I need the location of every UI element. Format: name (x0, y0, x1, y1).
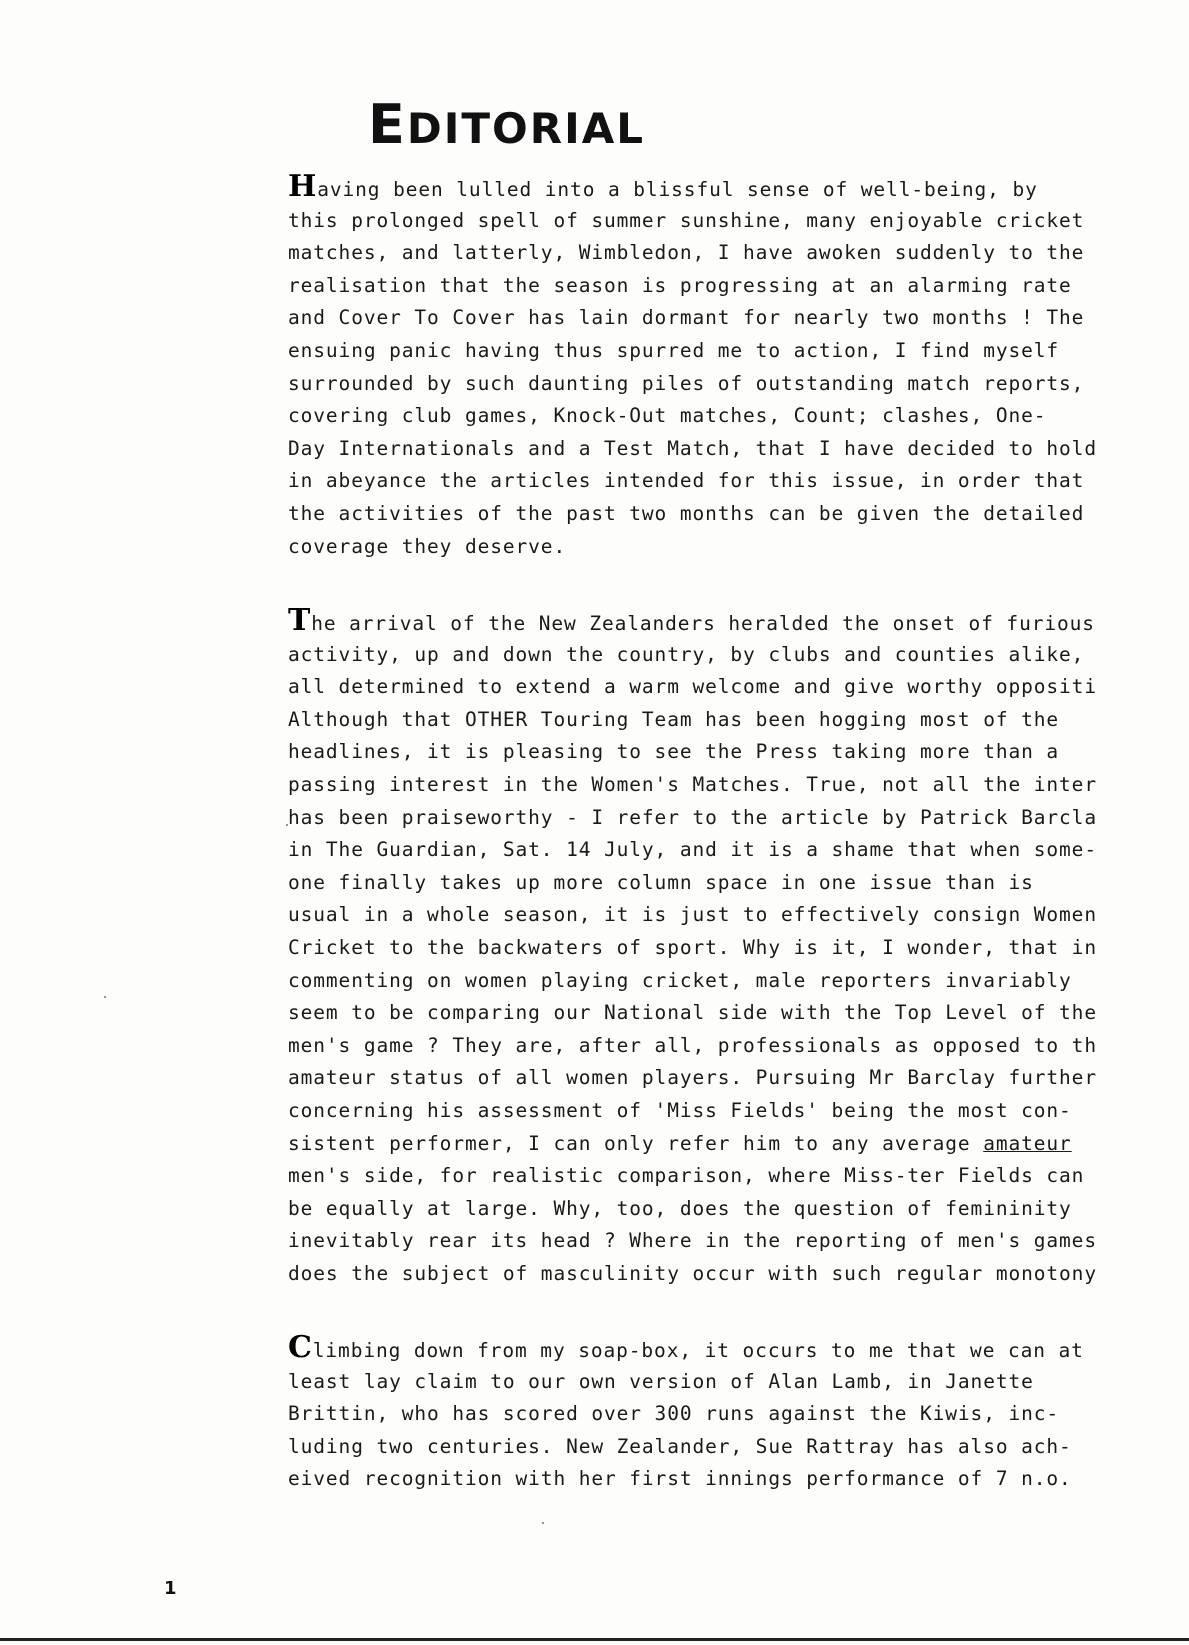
paragraph-line: sistent performer, I can only refer him to any average amateur (288, 1131, 1072, 1155)
paragraph-line: inevitably rear its head ? Where in the reporting of men's games (288, 1229, 1097, 1253)
paragraph-line: this prolonged spell of summer sunshine, many enjoyable cricket (288, 208, 1085, 232)
title-first-letter: E (368, 93, 407, 156)
paragraph-line: concerning his assessment of 'Miss Fields' being the most con- (288, 1098, 1072, 1122)
paper-speck (542, 1522, 544, 1524)
paper-speck (286, 824, 288, 826)
paragraph-line: least lay claim to our own version of Alan Lamb, in Janette (288, 1369, 1034, 1393)
paragraph-2 (288, 606, 1188, 1290)
paragraph-line: headlines, it is pleasing to see the Press taking more than a (288, 740, 1060, 764)
paragraph-line: does the subject of masculinity occur with such regular monotony (288, 1261, 1097, 1285)
drop-cap: H (288, 172, 318, 204)
paragraph-line: amateur status of all women players. Pursuing Mr Barclay further (288, 1066, 1097, 1090)
paragraph-line: passing interest in the Women's Matches. True, not all the inter (288, 772, 1097, 796)
drop-cap: C (288, 1333, 313, 1365)
paragraph-line: and Cover To Cover has lain dormant for nearly two months ! The (288, 306, 1085, 330)
paragraph-line: covering club games, Knock-Out matches, Count; clashes, One- (288, 404, 1047, 428)
editorial-title (368, 93, 645, 156)
paragraph-line: in abeyance the articles intended for this issue, in order that (288, 469, 1085, 493)
bottom-edge-line (0, 1638, 1189, 1641)
paragraph-line: matches, and latterly, Wimbledon, I have awoken suddenly to the (288, 241, 1085, 265)
title-rest: DITORIAL (406, 104, 645, 153)
paragraph-line: has been praiseworthy - I refer to the article by Patrick Barcla (288, 805, 1097, 829)
paragraph-line: ensuing panic having thus spurred me to action, I find myself (288, 338, 1060, 362)
paragraph-line: men's side, for realistic comparison, where Miss-ter Fields can (288, 1164, 1085, 1188)
drop-cap: T (288, 606, 312, 638)
paragraph-line: eived recognition with her first innings performance of 7 n.o. (288, 1467, 1072, 1491)
paragraph-line: one finally takes up more column space in one issue than is (288, 870, 1034, 894)
paragraph-line: activity, up and down the country, by clubs and counties alike, (288, 642, 1085, 666)
paragraph-line: the activities of the past two months can be given the detailed (288, 501, 1085, 525)
paragraph-line: coverage they deserve. (288, 534, 567, 558)
paragraph-line: Although that OTHER Touring Team has been hogging most of the (288, 707, 1060, 731)
paragraph-line: surrounded by such daunting piles of outstanding match reports, (288, 371, 1085, 395)
paragraph-1 (288, 172, 1188, 563)
paragraph-line: Day Internationals and a Test Match, that I have decided to hold (288, 436, 1097, 460)
paragraph-line: all determined to extend a warm welcome and give worthy oppositi (288, 675, 1097, 699)
paragraph-3 (288, 1333, 1188, 1496)
paper-speck (104, 996, 106, 998)
paragraph-line: Cricket to the backwaters of sport. Why is it, I wonder, that in (288, 935, 1097, 959)
paragraph-line: realisation that the season is progressing at an alarming rate (288, 273, 1072, 297)
paragraph-line: in The Guardian, Sat. 14 July, and it is a shame that when some- (288, 838, 1097, 862)
paragraph-line: men's game ? They are, after all, professionals as opposed to th (288, 1033, 1097, 1057)
paragraph-line: commenting on women playing cricket, male reporters invariably (288, 968, 1072, 992)
paragraph-line: Climbing down from my soap-box, it occurs to me that we can at (288, 1333, 1188, 1366)
paragraph-line: The arrival of the New Zealanders heralded the onset of furious (288, 606, 1188, 639)
paragraph-line: luding two centuries. New Zealander, Sue Rattray has also ach- (288, 1434, 1072, 1458)
underlined-word: amateur (983, 1131, 1072, 1155)
paragraph-line: seem to be comparing our National side with the Top Level of the (288, 1001, 1097, 1025)
paragraph-line: Brittin, who has scored over 300 runs against the Kiwis, inc- (288, 1402, 1060, 1426)
page-number: 1 (164, 1578, 177, 1599)
paragraph-line: be equally at large. Why, too, does the question of femininity (288, 1196, 1072, 1220)
paragraph-line: usual in a whole season, it is just to effectively consign Women (288, 903, 1097, 927)
paragraph-line: Having been lulled into a blissful sense of well-being, by (288, 172, 1188, 205)
